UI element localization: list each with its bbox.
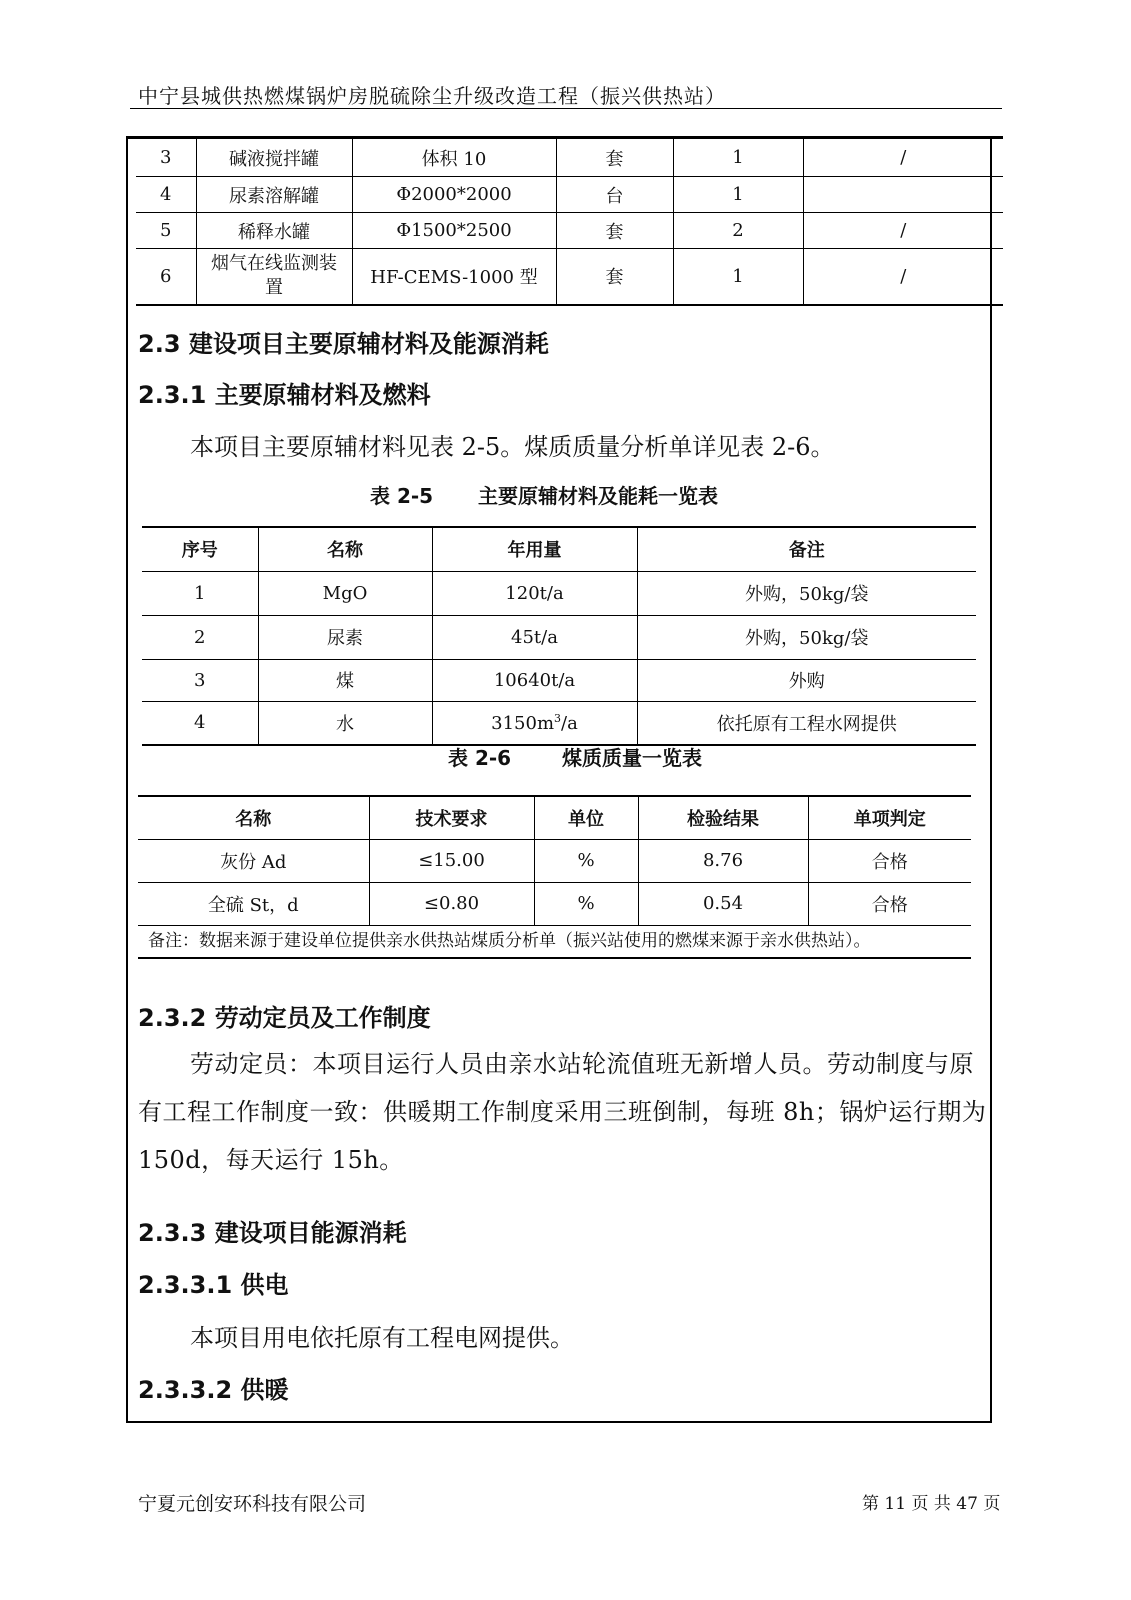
coal-result: 0.54 [638, 882, 808, 925]
mat-no: 2 [142, 615, 258, 659]
page-label-prefix: 第 [862, 1494, 879, 1514]
mat-amount-superscript: 3 [554, 711, 562, 725]
equip-unit: 台 [556, 177, 673, 213]
footer-page-number [862, 1489, 1000, 1514]
section-heading-2-3: 2.3 建设项目主要原辅材料及能源消耗 [138, 330, 549, 358]
coal-judgement: 合格 [808, 882, 971, 925]
section-heading-2-3-3: 2.3.3 建设项目能源消耗 [138, 1219, 407, 1247]
paragraph-staffing: 劳动定员：本项目运行人员由亲水站轮流值班无新增人员。劳动制度与原有工程工作制度一致：供暖期工作制度采用三班倒制，每班 8h；锅炉运行期为 150d，每天运行 15h。 [138, 1050, 987, 1174]
table-header-row [142, 527, 976, 571]
table-row [142, 659, 976, 701]
table-row [142, 571, 976, 615]
equip-name: 尿素溶解罐 [196, 177, 352, 213]
equip-remark: / [803, 249, 1003, 305]
col-header: 检验结果 [638, 796, 808, 839]
col-header: 名称 [138, 796, 369, 839]
col-header: 序号 [142, 527, 258, 571]
equip-spec: 体积 10 [352, 139, 556, 177]
col-header: 技术要求 [369, 796, 534, 839]
page-label-middle: 页 共 [911, 1494, 951, 1514]
mat-remark: 外购 [637, 659, 976, 701]
page-label-suffix: 页 [983, 1494, 1001, 1514]
mat-amount: 10640t/a [432, 659, 637, 701]
equip-spec: Φ1500*2500 [352, 213, 556, 249]
mat-name: 煤 [258, 659, 432, 701]
table-row [138, 839, 971, 882]
header-rule [130, 108, 1002, 109]
coal-result: 8.76 [638, 839, 808, 882]
table-2-5-caption-title: 主要原辅材料及能耗一览表 [478, 484, 718, 508]
table-row [142, 701, 976, 745]
mat-amount: 45t/a [432, 615, 637, 659]
table-row [136, 213, 1003, 249]
equip-qty: 1 [673, 139, 803, 177]
mat-name: MgO [258, 571, 432, 615]
equip-remark: / [803, 213, 1003, 249]
equip-qty: 2 [673, 213, 803, 249]
equip-no: 3 [136, 139, 196, 177]
coal-name: 灰份 Ad [138, 839, 369, 882]
mat-no: 3 [142, 659, 258, 701]
mat-amount-unit: /a [561, 712, 578, 734]
coal-requirement: ≤15.00 [369, 839, 534, 882]
coal-judgement: 合格 [808, 839, 971, 882]
col-header: 年用量 [432, 527, 637, 571]
paragraph-materials-intro: 本项目主要原辅材料见表 2-5。煤质质量分析单详见表 2-6。 [190, 433, 835, 461]
col-header: 单位 [534, 796, 638, 839]
mat-name: 尿素 [258, 615, 432, 659]
section-heading-2-3-3-2: 2.3.3.2 供暖 [138, 1376, 289, 1404]
equip-no: 4 [136, 177, 196, 213]
equip-unit: 套 [556, 139, 673, 177]
table-row [136, 139, 1003, 177]
coal-unit: % [534, 882, 638, 925]
mat-no: 4 [142, 701, 258, 745]
col-header: 备注 [637, 527, 976, 571]
equip-name: 碱液搅拌罐 [196, 139, 352, 177]
table-2-5-caption-no: 表 2-5 [370, 484, 434, 508]
mat-name: 水 [258, 701, 432, 745]
equip-name: 稀释水罐 [196, 213, 352, 249]
mat-amount-value: 3150m [491, 712, 555, 734]
equip-remark: / [803, 139, 1003, 177]
table-row [136, 249, 1003, 305]
table-2-6-caption-no: 表 2-6 [448, 746, 512, 770]
section-heading-2-3-1: 2.3.1 主要原辅材料及燃料 [138, 381, 431, 409]
mat-remark: 依托原有工程水网提供 [637, 701, 976, 745]
equip-spec: Φ2000*2000 [352, 177, 556, 213]
page-current: 11 [884, 1494, 907, 1514]
equip-spec: HF-CEMS-1000 型 [352, 249, 556, 305]
mat-amount [432, 701, 637, 745]
table-note-row [138, 925, 971, 958]
table-row [136, 177, 1003, 213]
footer-company: 宁夏元创安环科技有限公司 [138, 1493, 367, 1515]
mat-no: 1 [142, 571, 258, 615]
equip-name: 烟气在线监测装置 [196, 249, 352, 305]
table-row [142, 615, 976, 659]
equip-no: 6 [136, 249, 196, 305]
equip-unit: 套 [556, 249, 673, 305]
equip-qty: 1 [673, 177, 803, 213]
table-row [138, 882, 971, 925]
mat-remark: 外购，50kg/袋 [637, 615, 976, 659]
document-header-title: 中宁县城供热燃煤锅炉房脱硫除尘升级改造工程（振兴供热站） [138, 84, 726, 108]
equipment-table [136, 138, 1003, 306]
col-header: 名称 [258, 527, 432, 571]
table-2-5 [142, 526, 976, 746]
col-header: 单项判定 [808, 796, 971, 839]
coal-requirement: ≤0.80 [369, 882, 534, 925]
table-2-6-caption-title: 煤质质量一览表 [562, 746, 702, 770]
table-2-6 [138, 795, 971, 959]
coal-name: 全硫 St，d [138, 882, 369, 925]
coal-unit: % [534, 839, 638, 882]
mat-remark: 外购，50kg/袋 [637, 571, 976, 615]
equip-unit: 套 [556, 213, 673, 249]
mat-amount: 120t/a [432, 571, 637, 615]
page-total: 47 [956, 1494, 978, 1514]
equip-qty: 1 [673, 249, 803, 305]
equip-no: 5 [136, 213, 196, 249]
table-note: 备注：数据来源于建设单位提供亲水供热站煤质分析单（振兴站使用的燃煤来源于亲水供热站）。 [138, 925, 971, 958]
section-heading-2-3-3-1: 2.3.3.1 供电 [138, 1271, 289, 1299]
equip-remark [803, 177, 1003, 213]
section-heading-2-3-2: 2.3.2 劳动定员及工作制度 [138, 1004, 431, 1032]
table-header-row [138, 796, 971, 839]
paragraph-power-supply: 本项目用电依托原有工程电网提供。 [190, 1324, 574, 1352]
